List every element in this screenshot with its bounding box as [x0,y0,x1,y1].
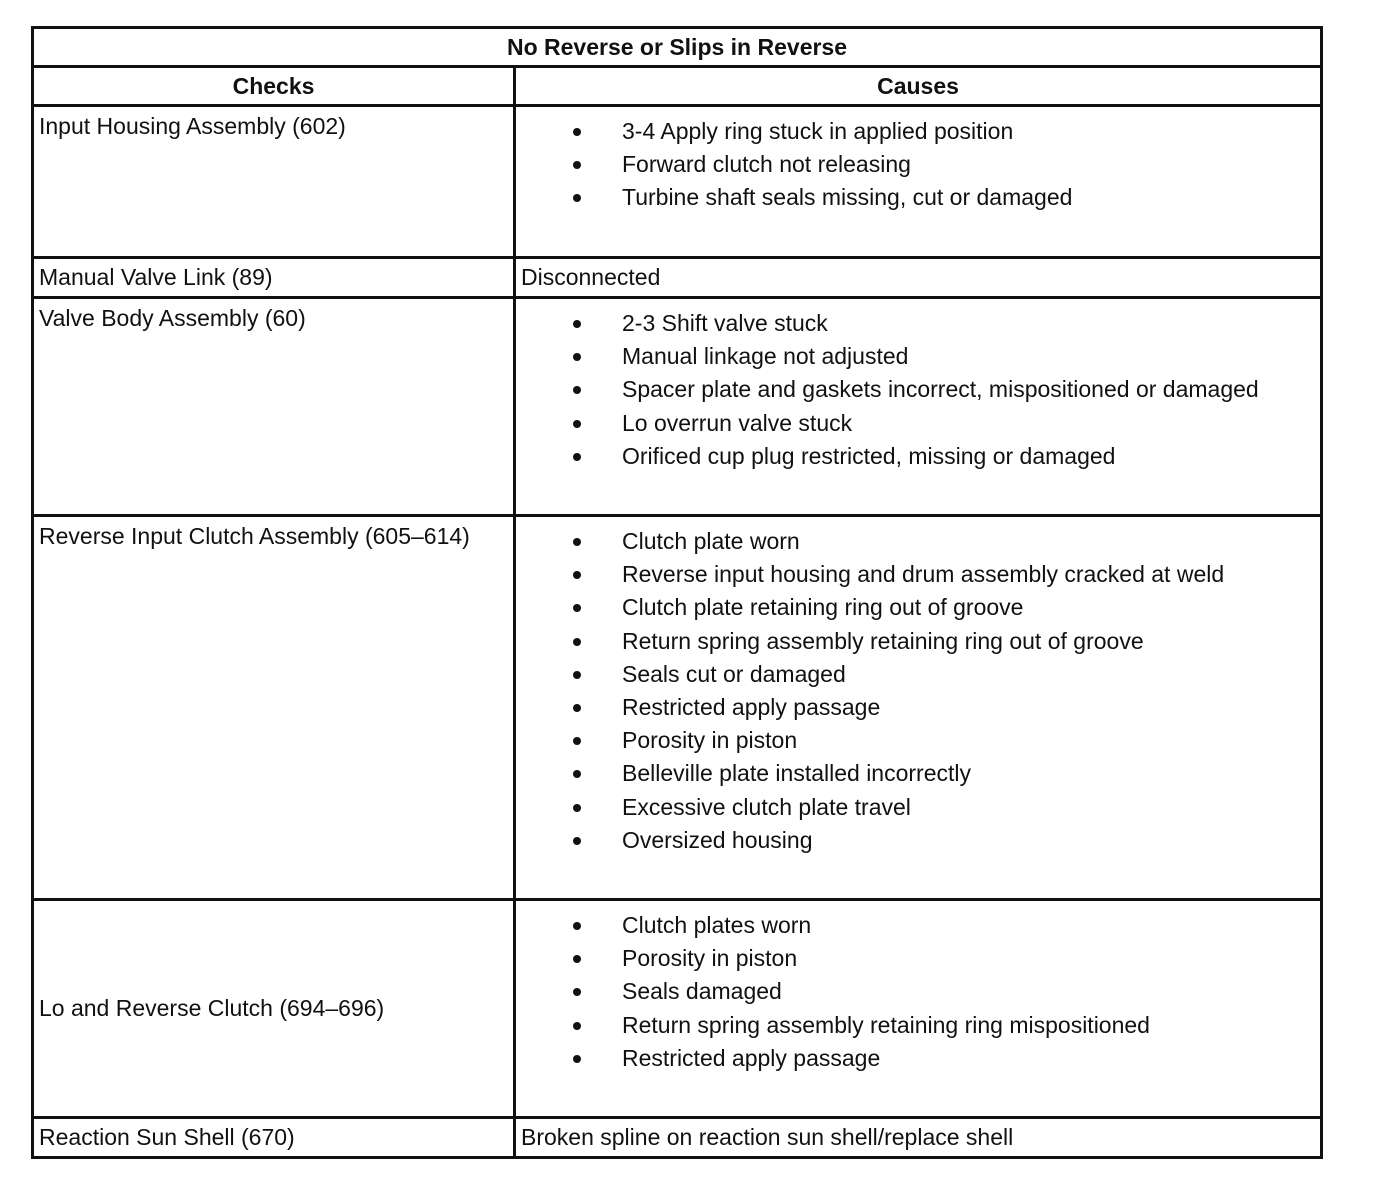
cause-item: Return spring assembly retaining ring out of groove [516,625,1320,658]
title-row [33,28,1322,67]
cause-cell [515,516,1322,900]
cause-item: 2-3 Shift valve stuck [516,307,1320,340]
check-cell: Valve Body Assembly (60) [33,298,515,516]
table-title: No Reverse or Slips in Reverse [33,28,1322,67]
cause-item: Restricted apply passage [516,1042,1320,1075]
cause-item: Seals damaged [516,975,1320,1008]
diagnosis-table [31,26,1323,1159]
cause-item: Turbine shaft seals missing, cut or damaged [516,181,1320,214]
cause-item: 3-4 Apply ring stuck in applied position [516,115,1320,148]
cause-list [516,909,1320,1075]
cause-item: Forward clutch not releasing [516,148,1320,181]
check-cell: Reaction Sun Shell (670) [33,1118,515,1158]
checks-header: Checks [33,67,515,106]
cause-cell: Broken spline on reaction sun shell/replace shell [515,1118,1322,1158]
cause-cell [515,298,1322,516]
causes-header: Causes [515,67,1322,106]
cause-cell: Disconnected [515,258,1322,298]
check-cell: Reverse Input Clutch Assembly (605–614) [33,516,515,900]
cause-item: Manual linkage not adjusted [516,340,1320,373]
cause-item: Seals cut or damaged [516,658,1320,691]
cause-list [516,525,1320,857]
cause-item: Clutch plate worn [516,525,1320,558]
check-cell: Lo and Reverse Clutch (694–696) [33,900,515,1118]
cause-item: Oversized housing [516,824,1320,857]
cause-item: Spacer plate and gaskets incorrect, mispositioned or damaged [516,373,1320,406]
header-row [33,67,1322,106]
table-row [33,106,1322,258]
table-row [33,516,1322,900]
cause-item: Excessive clutch plate travel [516,791,1320,824]
check-cell: Manual Valve Link (89) [33,258,515,298]
cause-item: Reverse input housing and drum assembly cracked at weld [516,558,1320,591]
cause-cell [515,900,1322,1118]
table-row [33,258,1322,298]
check-cell: Input Housing Assembly (602) [33,106,515,258]
table-row [33,298,1322,516]
cause-item: Restricted apply passage [516,691,1320,724]
cause-item: Orificed cup plug restricted, missing or damaged [516,440,1320,473]
cause-list [516,115,1320,215]
cause-item: Belleville plate installed incorrectly [516,757,1320,790]
cause-cell [515,106,1322,258]
table-row [33,1118,1322,1158]
cause-item: Clutch plates worn [516,909,1320,942]
table-row [33,900,1322,1118]
cause-item: Porosity in piston [516,942,1320,975]
cause-item: Porosity in piston [516,724,1320,757]
cause-item: Return spring assembly retaining ring mispositioned [516,1009,1320,1042]
cause-item: Lo overrun valve stuck [516,407,1320,440]
cause-item: Clutch plate retaining ring out of groove [516,591,1320,624]
cause-list [516,307,1320,473]
